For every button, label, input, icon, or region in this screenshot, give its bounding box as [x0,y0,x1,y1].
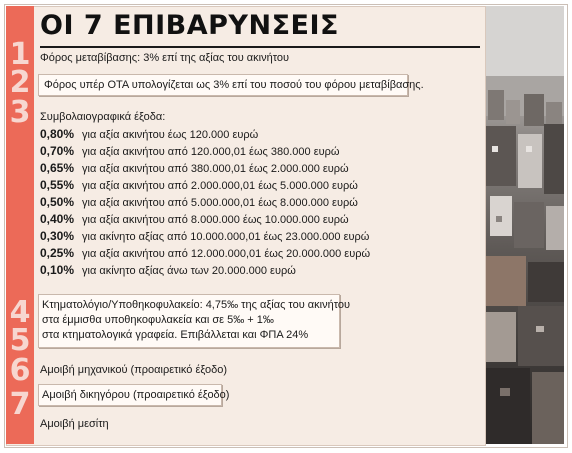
rate-description: για αξία ακινήτου από 8.000.000 έως 10.000.000 ευρώ [82,214,349,226]
rate-description: για ακίνητο αξίας άνω των 20.000.000 ευρώ [82,265,296,277]
rate-percent: 0,65% [40,161,75,175]
rate-percent: 0,30% [40,229,75,243]
notary-heading: Συμβολαιογραφικά έξοδα: [40,111,166,123]
number-7: 7 [9,387,31,422]
number-4: 4 [9,295,31,330]
number-2: 2 [9,65,31,100]
rate-percent: 0,50% [40,195,75,209]
notary-rate-row [40,230,369,244]
notary-rate-row [40,162,349,176]
notary-rate-row [40,213,349,227]
notary-rate-row [40,196,358,210]
notary-rate-row [40,247,370,261]
rate-description: για αξία ακινήτου από 380.000,01 έως 2.000.000 ευρώ [82,163,349,175]
ota-tax-text: Φόρος υπέρ ΟΤΑ υπολογίζεται ως 3% επί του ποσού του φόρου μεταβίβασης. [44,79,424,91]
number-3: 3 [9,95,31,130]
rate-percent: 0,10% [40,263,75,277]
broker-fee-text: Αμοιβή μεσίτη [40,418,109,430]
notary-rate-row [40,145,339,159]
number-6: 6 [9,353,31,388]
rate-percent: 0,25% [40,246,75,260]
lawyer-fee-text: Αμοιβή δικηγόρου (προαιρετικό έξοδο) [42,389,230,401]
cadastre-line-3: στα κτηματολογικά γραφεία. Επιβάλλεται και ΦΠΑ 24% [42,329,309,341]
transfer-tax-text: Φόρος μεταβίβασης: 3% επί της αξίας του ακινήτου [40,52,290,64]
page-title: ΟΙ 7 ΕΠΙΒΑΡΥΝΣΕΙΣ [40,10,339,41]
number-1: 1 [9,37,31,72]
rate-percent: 0,55% [40,178,75,192]
engineer-fee-text: Αμοιβή μηχανικού (προαιρετικό έξοδο) [40,364,228,376]
notary-rate-row [40,264,296,278]
number-5: 5 [9,323,31,358]
rate-description: για αξία ακινήτου έως 120.000 ευρώ [82,129,259,141]
notary-rate-row [40,179,358,193]
cadastre-line-1: Κτηματολόγιο/Υποθηκοφυλακείο: 4,75‰ της αξίας του ακινήτου [42,299,351,311]
rate-percent: 0,40% [40,212,75,226]
rate-description: για αξία ακινήτου από 5.000.000,01 έως 8.000.000 ευρώ [82,197,358,209]
rate-percent: 0,80% [40,127,75,141]
rate-description: για αξία ακινήτου από 12.000.000,01 έως 20.000.000 ευρώ [82,248,371,260]
notary-rate-row [40,128,258,142]
cadastre-line-2: στα έμμισθα υποθηκοφυλακεία και σε 5‰ + 1‰ [42,314,274,326]
city-rooftops-photo [486,6,564,444]
rate-description: για ακίνητο αξίας από 10.000.000,01 έως 23.000.000 ευρώ [82,231,370,243]
rate-description: για αξία ακινήτου από 2.000.000,01 έως 5.000.000 ευρώ [82,180,358,192]
rate-description: για αξία ακινήτου από 120.000,01 έως 380.000 ευρώ [82,146,340,158]
title-divider [40,46,480,48]
rate-percent: 0,70% [40,144,75,158]
